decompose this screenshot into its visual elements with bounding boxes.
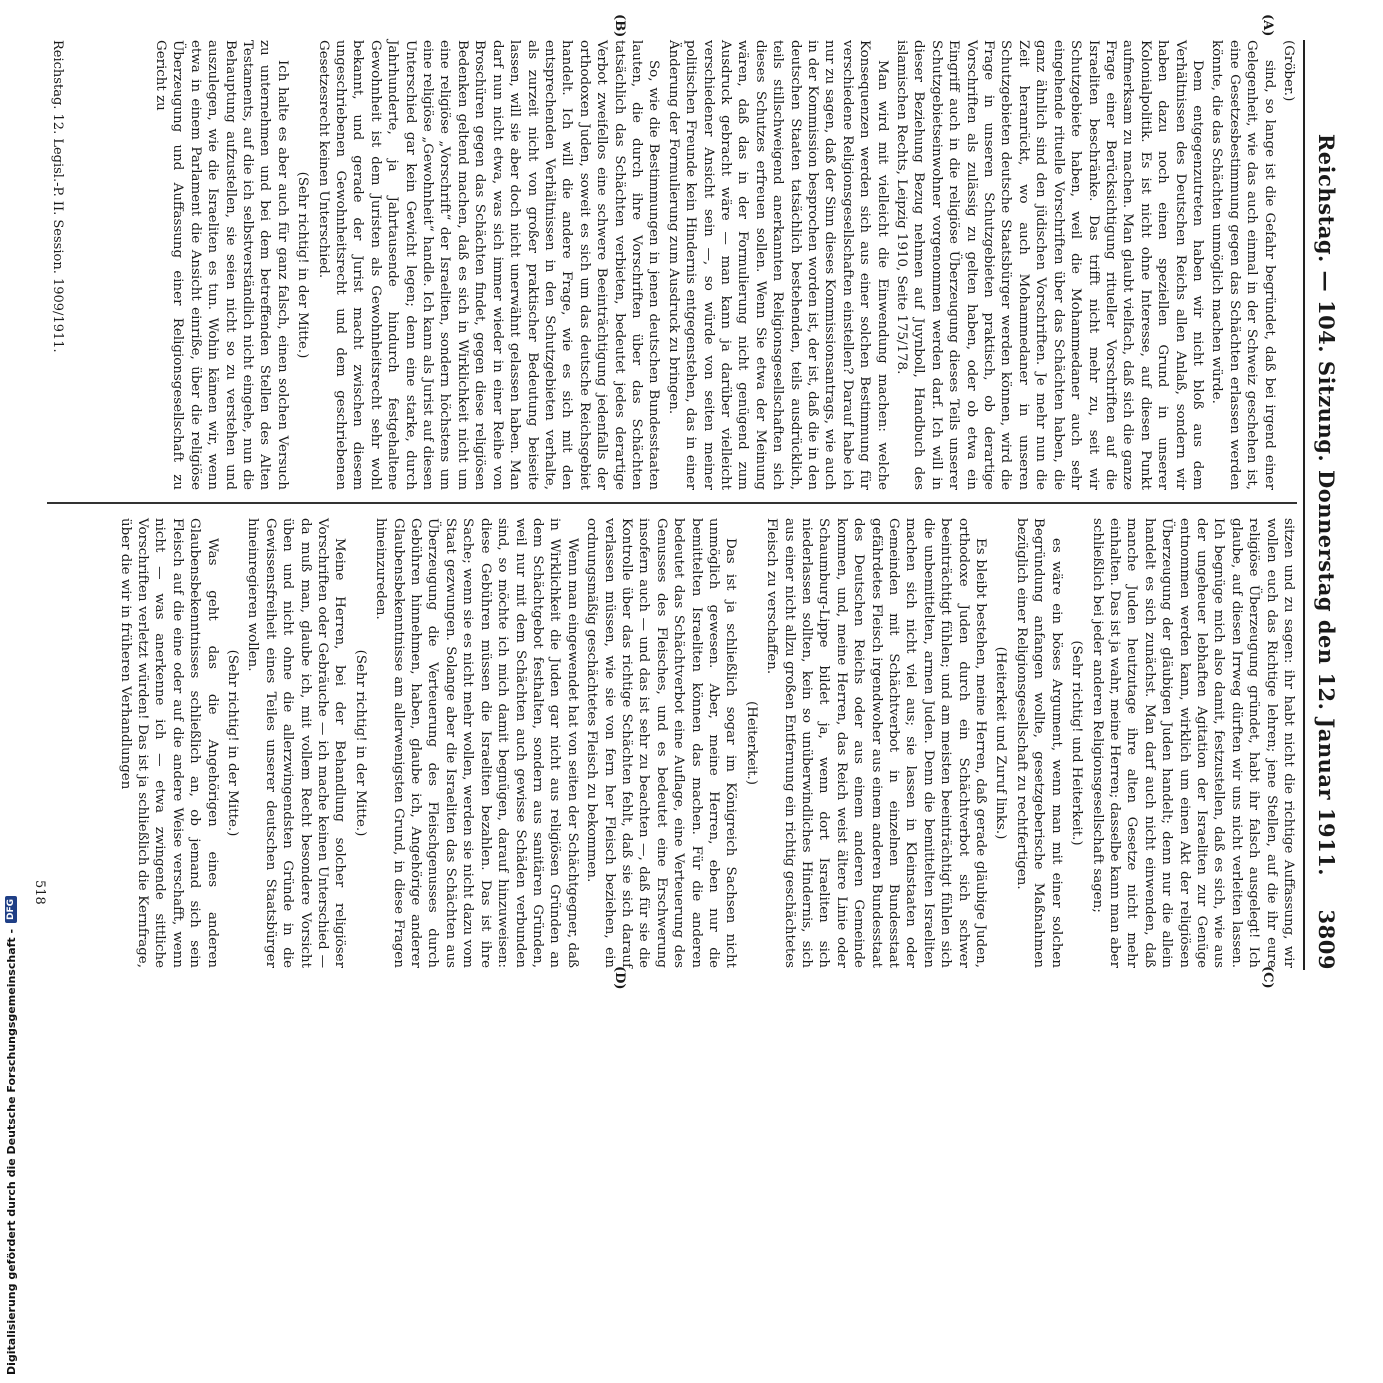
- page-title: Reichstag. — 104. Sitzung. Donnerstag den 12. Januar 1911.: [1314, 133, 1340, 877]
- paragraph: Das ist ja schließlich sogar im Königreich Sachsen nicht unmöglich gewesen. Aber, meine Herren, eben nur die bemittelten Israeliten können das machen. Für die anderen bedeutet das Schächtverbot eine Auflage, eine Verteuerung des Genusses des Fleisches, und es bedeutet eine Erschwerung insofern auch — und das ist sehr zu beachten —, daß für sie die Kontrolle über das richtige Schächten fehlt, daß sie sich darauf verlassen müssen, wie sie von fern her Fleisch beziehen, ein ordnungsmäßig geschächtetes Fleisch zu bekommen.: [584, 518, 739, 968]
- interjection: (Heiterkeit.): [743, 701, 759, 785]
- interjection: (Sehr richtig! in der Mitte.): [352, 649, 368, 837]
- margin-marker-d: (D): [612, 966, 627, 990]
- margin-marker-c: (C): [1260, 966, 1275, 989]
- folio-number: 518: [32, 880, 47, 905]
- interjection: (Sehr richtig! und Heiterkeit.): [1069, 640, 1085, 846]
- funding-note: Digitalisierung gefördert durch die Deutsche Forschungsgemeinschaft -: [4, 928, 18, 1375]
- paragraph: Dem entgegenzutreten haben wir nicht bloß aus dem Verhältnissen des Deutschen Reichs allen Anlaß, sondern wir haben dazu noch einen speziellen Grund in unserer Kolonialpolitik. Es ist nicht ohne Interesse, auf diesen Punkt aufmerksam zu machen. Man glaubt vielfach, daß sich die ganze Frage einer Berücksichtigung ritueller Vorschriften auf die Israeliten beschränke. Das trifft nicht mehr zu, seit wir Schutzgebiete haben, weil die Mohammedaner auch sehr eingehende rituelle Vorschriften über das Schächten haben, die ganz ähnlich sind den jüdischen Vorschriften. Je mehr nun die Zeit heranrückt, wo auch Mohammedaner in unseren Schutzgebieten deutsche Staatsbürger werden können, wird die Frage in unseren Schutzgebieten praktisch, ob derartige Vorschriften als zulässig zu gelten haben, oder ob etwa ein Eingriff auch in die religiöse Überzeugung dieses Teils unserer Schutzgebietseinwohner vorgenommen werden darf. Ich will in dieser Beziehung Bezug nehmen auf Juynboll, Handbuch des islamischen Rechts, Leipzig 1910, Seite 175/178.: [894, 40, 1205, 490]
- paragraph: Meine Herren, bei der Behandlung solcher religiöser Vorschriften oder Gebräuche — ich mache keinen Unterschied — da muß man, glaube ich, mit vollem Recht besondere Vorsicht üben und nicht ohne die allerzwingendsten Gründe in die Gewissensfreiheit eines Teiles unserer deutschen Staatsbürger hineinregieren wollen.: [245, 518, 348, 968]
- interjection: (Sehr richtig! in der Mitte.): [295, 171, 311, 359]
- paragraph: sitzen und zu sagen: ihr habt nicht die richtige Auffassung, wir wollen euch das Richtige lehren; jene Stellen, auf die ihr eure religiöse Überzeugung gründet, habt ihr falsch ausgelegt! Ich glaube, auf diesen Irrweg dürften wir uns nicht verleiten lassen. Ich begnüge mich also damit, festzustellen, daß es sich, wie aus der ungeheuer lebhaften Agitation der Israeliten zur Genüge entnommen werden kann, wirklich um einen Akt der religiösen Überzeugung der gläubigen Juden handelt; denn nur die allein handelt es sich zunächst. Man darf auch nicht einwenden, daß manche Juden heutzutage ihre alten Gesetze nicht mehr einhalten. Das ist ja wahr, meine Herren; dasselbe kann man aber schließlich bei jeder anderen Religionsgesellschaft sagen;: [1089, 518, 1296, 968]
- right-column: [114, 518, 1297, 968]
- dfg-logo: DFG: [5, 896, 17, 923]
- column-rule: [47, 502, 1297, 504]
- page-footer: Reichstag. 12. Legisl.-P. II. Session. 1909/1911.: [50, 40, 65, 353]
- page-header: [1309, 40, 1345, 970]
- paragraph: So, wie die Bestimmungen in jenen deutschen Bundesstaaten lauten, die durch ihre Vorschriften über das Schächten tatsächlich das Schächten verbieten, bedeutet jedes derartige Verbot zweifellos eine schwere Beeinträchtigung jedenfalls der orthodoxen Juden, soweit es sich um das deutsche Reichsgebiet handelt. Ich will die andere Frage, wie es sich mit den entsprechenden Verhältnissen in den Schutzgebieten verhalte, als zurzeit nicht von großer praktischer Bedeutung beiseite lassen, will sie aber doch nicht unerwähnt gelassen haben. Man darf nun nicht etwa, was sich immer wieder in einer Reihe von Broschüren gegen das Schächten findet, gegen diese religiösen Bedenken geltend machen, daß es sich in Wirklichkeit nicht um eine religiöse „Vorschrift“ der Israeliten, sondern höchstens um eine religiöse „Gewohnheit“ handle. Ich kann als Jurist auf diesen Unterschied gar kein Gewicht legen; denn eine starke, durch Jahrhunderte, ja Jahrtausende hindurch festgehaltene Gewohnheit ist dem Juristen als Gewohnheitsrecht sehr wohl bekannt, und gerade der Jurist macht zwischen diesem ungeschriebenen Gewohnheitsrecht und dem geschriebenen Gesetzesrecht keinen Unterschied.: [315, 40, 662, 490]
- header-rule: [1303, 40, 1305, 970]
- interjection: (Heiterkeit und Zuruf links.): [993, 646, 1009, 840]
- paragraph: Wenn man eingewendet hat von seiten der Schächtgegner, daß in Wirklichkeit die Juden gar nicht aus religiösen Gründen an dem Schächtgebot festhalten, sondern aus sanitären Gründen, weil nur mit dem Schächten auch gewisse Schäden verbunden sind, so möchte ich mich damit begnügen, darauf hinzuweisen: diese Gebühren müssen die Israeliten bezahlen. Das ist ihre Sache; wenn sie es nicht mehr wollen, werden sie nicht dazu vom Staat gezwungen. Solange aber die Israeliten das Schächten aus Überzeugung die Verteuerung des Fleischgenusses durch Gebühren hinnehmen, haben, glaube ich, Angehörige anderer Glaubensbekenntnisse am allerwenigsten Grund, in diese Fragen hineinzureden.: [373, 518, 580, 968]
- paragraph: Was geht das die Angehörigen eines anderen Glaubensbekenntnisses schließlich an, ob jemand sich sein Fleisch auf die eine oder auf die andere Weise verschafft, wenn nicht — was anerkenne ich — etwa zwingende sittliche Vorschriften verletzt würden! Das ist ja schließlich die Kernfrage, über die wir in früheren Verhandlungen: [117, 518, 220, 968]
- left-column: [150, 40, 1297, 490]
- paragraph: Ich halte es aber auch für ganz falsch, einen solchen Versuch zu unternehmen und bei dem betreffenden Stellen des Alten Testaments, auf die ich selbstverständlich nicht eingehe, nun die Behauptung aufzustellen, sie seien nicht so zu verstehen und auszulegen, wie die Israeliten es tun. Wohin kämen wir, wenn etwa in einem Parlament die Ansicht einriße, über die religiöse Überzeugung und Auffassung einer Religionsgesellschaft zu Gericht zu: [153, 40, 290, 490]
- margin-marker-b: (B): [612, 14, 627, 38]
- paragraph: sind, so lange ist die Gefahr begründet, daß bei irgend einer Gelegenheit, wie das auch einmal in der Schweiz geschehen ist, eine Gesetzesbestimmung gegen das Schächten erlassen werden könnte, die das Schächten unmöglich machen würde.: [1209, 40, 1277, 490]
- paragraph: es wäre ein böses Argument, wenn man mit einer solchen Begründung anfangen wollte, gesetzgeberische Maßnahmen bezüglich einer Religionsgesellschaft zu rechtfertigen.: [1013, 518, 1064, 968]
- paragraph: Es bleibt bestehen, meine Herren, daß gerade gläubige Juden, orthodoxe Juden durch ein Schächtverbot sich schwer beeinträchtigt fühlen; und am meisten beeinträchtigt fühlen sich die unbemittelten, armen Juden. Denn die bemittelten Israeliten machen sich nicht viel aus; sie lassen in Kleinstaaten oder Gemeinden mit Schächtverbot in einzelnen Bundesstaat gefährdetes Fleisch irgendwoher aus einem anderen Bundesstaat des Deutschen Reichs oder aus einem anderen Gemeinde kommen, und, meine Herren, das Reich weist ältere Linie oder Schaumburg-Lippe bildet ja, wenn dort Israeliten sich niederlassen sollten, kein so unüberwindliches Hindernis, sich aus einer nicht allzu großen Entfernung ein richtig geschächtetes Fleisch zu verschaffen.: [764, 518, 989, 968]
- interjection: (Sehr richtig! in der Mitte.): [225, 649, 241, 837]
- margin-marker-a: (A): [1260, 14, 1275, 37]
- page-number: 3809: [1314, 909, 1340, 970]
- speaker-name: (Gröber.): [1281, 40, 1296, 102]
- digitization-sidebar: [0, 383, 22, 1383]
- paragraph: Man wird mit vielleicht die Einwendung machen: welche Konsequenzen werden sich aus einer solchen Bestimmung für verschiedene Religionsgesellschaften einstellen? Darauf habe ich nur zu sagen, daß der Sinn dieses Kommissionsantrags, wie auch in der Kommission besprochen worden ist, der ist, daß die in den deutschen Staaten tatsächlich bestehenden, teils ausdrücklich, teils stillschweigend anerkannten Religionsgesellschaften sich dieses Schutzes erfreuen sollen. Wenn Sie etwa der Meinung wären, daß das in der Formulierung nicht genügend zum Ausdruck gebracht wäre — man kann ja darüber vielleicht verschiedener Ansicht sein —, so würde von seiten meiner politischen Freunde kein Hindernis entgegenstehen, das in einer Änderung der Formulierung zum Ausdruck zu bringen.: [665, 40, 890, 490]
